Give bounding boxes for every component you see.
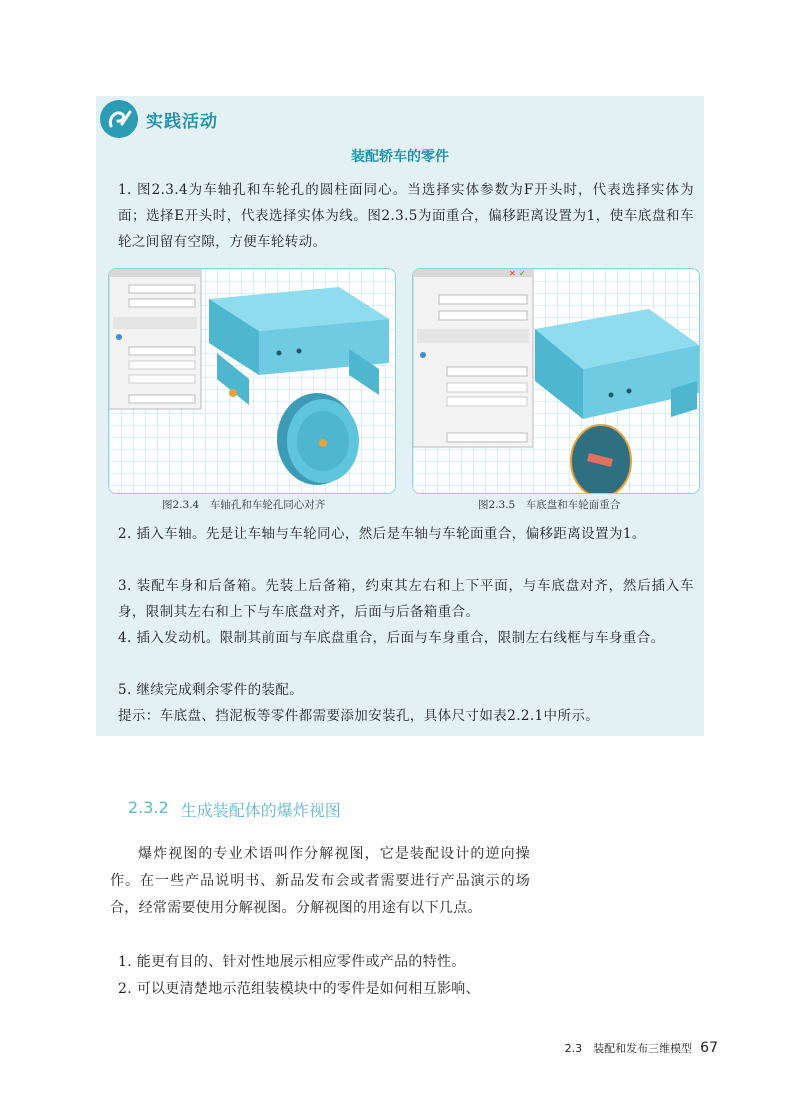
- activity-paragraph-3: 3. 装配车身和后备箱。先装上后备箱，约束其左右和上下平面，与车底盘对齐，然后插入车身，限制其左右和上下与车底盘对齐，后面与后备箱重合。: [118, 578, 694, 620]
- figure-1-caption: 图2.3.4 车轴孔和车轮孔同心对齐: [162, 499, 326, 511]
- section-heading: [128, 798, 341, 821]
- activity-paragraph-4: 4. 插入发动机。限制其前面与车底盘重合，后面与车身重合，限制左右线框与车身重合。: [118, 630, 665, 646]
- activity-paragraph-2: 2. 插入车轴。先是让车轴与车轮同心，然后是车轴与车轮面重合，偏移距离设置为1。: [118, 526, 646, 542]
- activity-header: [100, 101, 218, 137]
- activity-paragraph-5: 5. 继续完成剩余零件的装配。: [118, 682, 304, 698]
- svg-text:✓: ✓: [519, 269, 526, 278]
- activity-logo-icon: [100, 100, 138, 138]
- section-title: 生成装配体的爆炸视图: [180, 801, 341, 820]
- figure-2-caption: 图2.3.5 车底盘和车轮面重合: [478, 499, 621, 511]
- figure-axle-concentric: [108, 268, 396, 494]
- section-list-item-2: 2. 可以更清楚地示范组装模块中的零件是如何相互影响、: [118, 981, 480, 997]
- activity-tip: 提示：车底盘、挡泥板等零件都需要添加安装孔，具体尺寸如表2.2.1中所示。: [118, 708, 600, 724]
- activity-subtitle: 装配轿车的零件: [351, 149, 449, 165]
- activity-title: 实践活动: [146, 111, 218, 132]
- svg-text:✕: ✕: [509, 269, 516, 278]
- figure-chassis-wheel-coincident: [412, 268, 700, 494]
- activity-paragraph-1: 1. 图2.3.4为车轴孔和车轮孔的圆柱面同心。当选择实体参数为F开头时，代表选择实体为面；选择E开头时，代表选择实体为线。图2.3.5为面重合，偏移距离设置为1，使车底盘和车轮之间留有空隙，方便车轮转动。: [118, 182, 694, 250]
- section-number: 2.3.2: [128, 798, 169, 817]
- section-list-item-1: 1. 能更有目的、针对性地展示相应零件或产品的特性。: [118, 954, 466, 970]
- page-number: 67: [700, 1040, 718, 1056]
- footer-chapter: 2.3 装配和发布三维模型: [564, 1042, 693, 1055]
- page-footer: [565, 1040, 718, 1056]
- section-paragraph-1: 爆炸视图的专业术语叫作分解视图，它是装配设计的逆向操作。在一些产品说明书、新品发布会或者需要进行产品演示的场合，经常需要使用分解视图。分解视图的用途有以下几点。: [110, 846, 530, 916]
